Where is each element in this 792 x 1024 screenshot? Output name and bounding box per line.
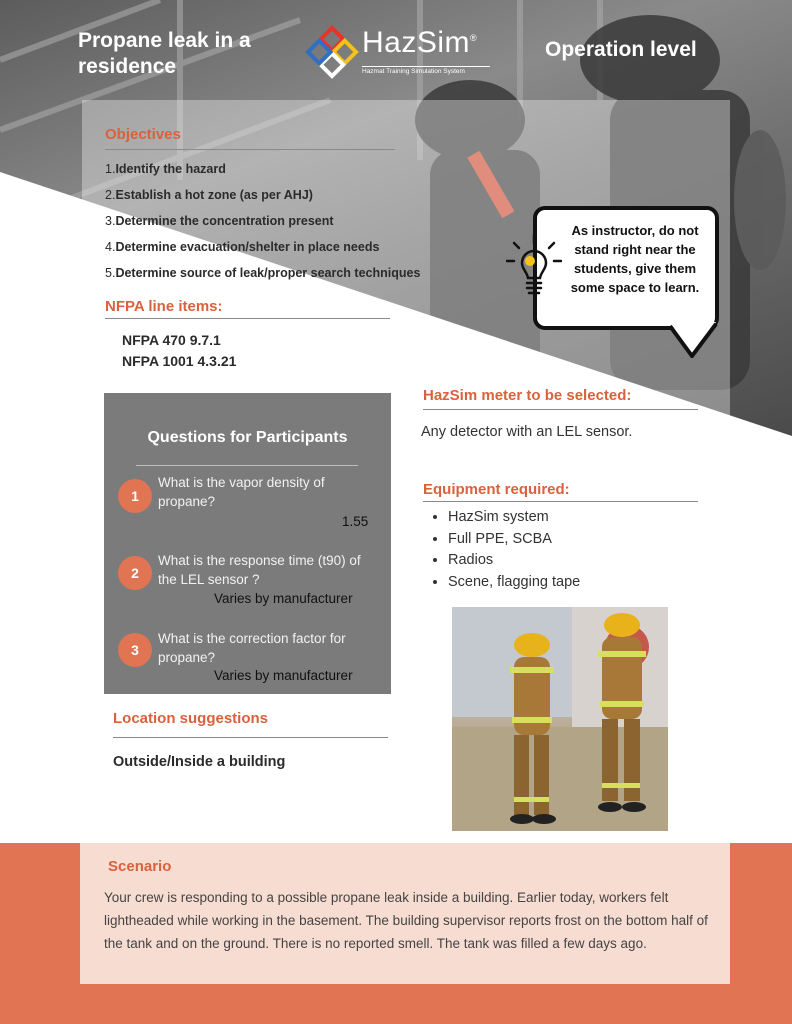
nfpa-heading: NFPA line items: <box>105 298 223 315</box>
list-item: 2.Establish a hot zone (as per AHJ) <box>105 188 313 202</box>
nfpa-item: NFPA 1001 4.3.21 <box>122 353 237 369</box>
objectives-heading: Objectives <box>105 126 181 143</box>
lightbulb-icon <box>506 233 562 303</box>
question-number-badge: 2 <box>118 556 152 590</box>
tip-text: As instructor, do not stand right near the students, give them some space to learn. <box>570 223 700 295</box>
questions-divider <box>136 465 358 466</box>
question-number-badge: 3 <box>118 633 152 667</box>
question-answer: Varies by manufacturer <box>214 668 353 683</box>
page-title: Propane leak in a residence <box>78 29 251 78</box>
objectives-list <box>105 160 420 290</box>
question-answer: 1.55 <box>342 514 369 529</box>
list-item: 5.Determine source of leak/proper search techniques <box>105 266 421 280</box>
nfpa-divider <box>105 318 390 319</box>
logo-wordmark: HazSim® <box>362 26 478 59</box>
nfpa-item: NFPA 470 9.7.1 <box>122 332 221 348</box>
question-text: What is the vapor density of propane? <box>158 475 325 509</box>
equipment-list <box>430 507 580 593</box>
question-number-badge: 1 <box>118 479 152 513</box>
meter-divider <box>423 409 698 410</box>
level-label: Operation level <box>545 38 697 61</box>
meter-heading: HazSim meter to be selected: <box>423 387 632 404</box>
equipment-heading: Equipment required: <box>423 481 570 498</box>
location-text: Outside/Inside a building <box>113 754 286 770</box>
equipment-divider <box>423 501 698 502</box>
question-text: What is the response time (t90) of the LEL sensor ? <box>158 553 361 587</box>
list-item: • Full PPE, SCBA <box>448 529 580 551</box>
list-item: • Scene, flagging tape <box>448 572 580 594</box>
responders-photo <box>452 607 668 831</box>
scenario-heading: Scenario <box>108 858 172 875</box>
firefighters-image <box>452 607 668 831</box>
nfpa-list <box>122 330 236 372</box>
objectives-divider <box>105 149 395 150</box>
questions-heading: Questions for Participants <box>147 429 348 446</box>
question-answer: Varies by manufacturer <box>214 591 353 606</box>
logo-tagline: Hazmat Training Simulation System <box>362 66 490 75</box>
list-item: 3.Determine the concentration present <box>105 214 334 228</box>
location-divider <box>113 737 388 738</box>
meter-text: Any detector with an LEL sensor. <box>421 424 633 440</box>
bubble-tail <box>670 322 730 358</box>
list-item: • Radios <box>448 550 580 572</box>
question-text: What is the correction factor for propane? <box>158 631 346 665</box>
list-item: 1.Identify the hazard <box>105 162 226 176</box>
list-item: 4.Determine evacuation/shelter in place needs <box>105 240 380 254</box>
questions-panel <box>104 393 391 694</box>
location-heading: Location suggestions <box>113 710 269 727</box>
scenario-text: Your crew is responding to a possible propane leak inside a building. Earlier today, workers felt lightheaded while working in the basement. The building supervisor reports frost on the bottom half of the tank and on the ground. There is no reported smell. The tank was filled a few days ago. <box>104 890 708 951</box>
list-item: • HazSim system <box>448 507 580 529</box>
